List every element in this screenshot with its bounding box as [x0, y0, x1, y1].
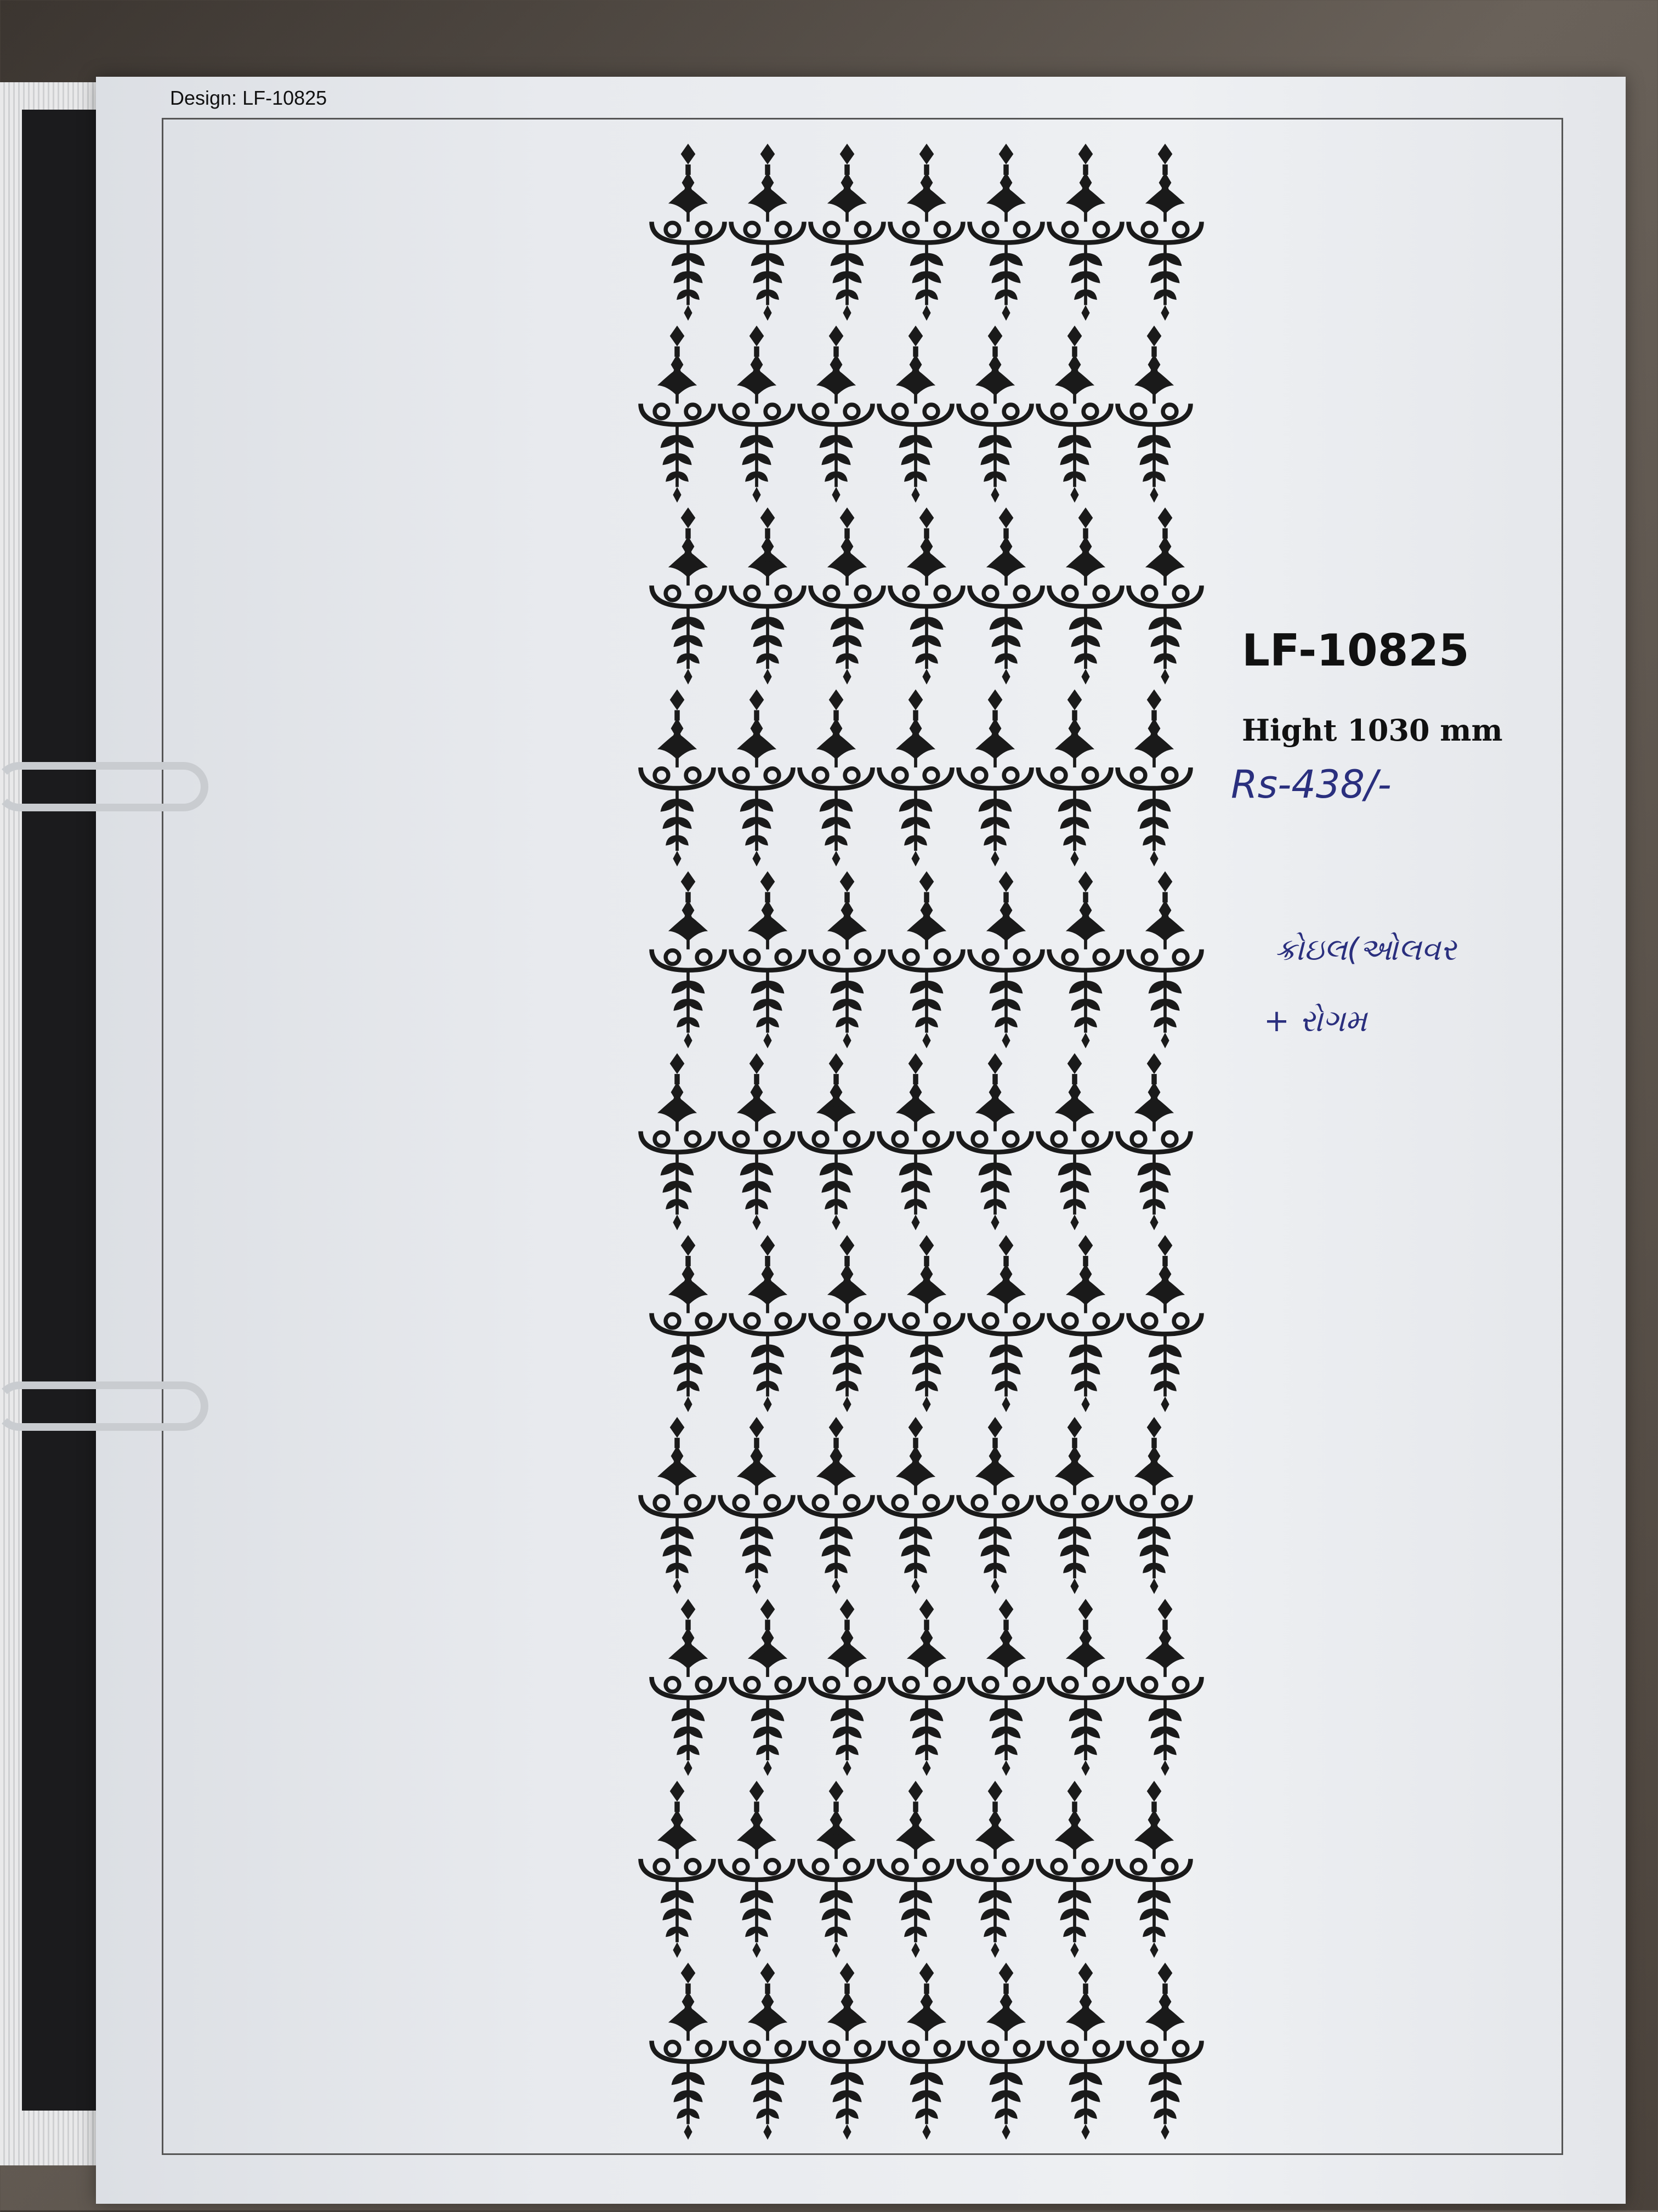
pattern-motif — [641, 689, 714, 866]
pattern-motif — [959, 689, 1032, 866]
pattern-motif — [641, 1417, 714, 1594]
pattern-motif — [641, 1781, 714, 1958]
pattern-motif — [1118, 1053, 1191, 1230]
pattern-motif — [811, 871, 884, 1048]
pattern-motif — [970, 1963, 1043, 2140]
pattern-motif — [720, 1781, 793, 1958]
pattern-motif — [890, 1963, 963, 2140]
pattern-motif — [731, 871, 804, 1048]
pattern-motif — [731, 1235, 804, 1412]
pattern-motif — [731, 1599, 804, 1776]
pattern-motif — [1038, 1781, 1111, 1958]
pattern-motif — [731, 508, 804, 685]
pattern-motif — [811, 1599, 884, 1776]
pattern-motif — [800, 326, 873, 503]
pattern-motif — [890, 1235, 963, 1412]
pattern-motif — [879, 1053, 952, 1230]
pattern-motif — [890, 508, 963, 685]
design-code-title: LF-10825 — [1242, 625, 1469, 676]
pattern-motif — [1118, 326, 1191, 503]
pattern-motif — [720, 1417, 793, 1594]
pattern-motif — [1129, 508, 1202, 685]
handwritten-note-line1: ક્રોઇલ(ઓલવર — [1275, 932, 1457, 968]
pattern-motif — [800, 1417, 873, 1594]
catalog-page — [96, 77, 1626, 2204]
pattern-motif — [890, 144, 963, 321]
pattern-motif — [1129, 1235, 1202, 1412]
pattern-motif — [1129, 1599, 1202, 1776]
pattern-motif — [959, 1053, 1032, 1230]
pattern-motif — [811, 144, 884, 321]
pattern-motif — [811, 508, 884, 685]
pattern-motif — [1118, 1781, 1191, 1958]
pattern-motif — [1038, 1417, 1111, 1594]
pattern-motif — [1129, 1963, 1202, 2140]
pattern-motif — [879, 326, 952, 503]
pattern-motif — [652, 508, 725, 685]
handwritten-note-line2: + રોગમ — [1264, 1003, 1367, 1039]
pattern-motif — [1129, 144, 1202, 321]
pattern-motif — [800, 1053, 873, 1230]
height-spec: Hight 1030 mm — [1242, 713, 1503, 748]
pattern-motif — [1038, 326, 1111, 503]
handwritten-price: Rs-438/- — [1231, 762, 1392, 807]
pattern-motif — [890, 871, 963, 1048]
pattern-motif — [720, 1053, 793, 1230]
pattern-motif — [811, 1963, 884, 2140]
pattern-motif — [731, 144, 804, 321]
pattern-motif — [1049, 508, 1122, 685]
pattern-motif — [1118, 689, 1191, 866]
pattern-motif — [879, 1417, 952, 1594]
pattern-motif — [970, 1599, 1043, 1776]
pattern-motif — [1129, 871, 1202, 1048]
pattern-motif — [970, 1235, 1043, 1412]
pattern-motif — [970, 871, 1043, 1048]
pattern-motif — [720, 689, 793, 866]
pattern-motif — [652, 1235, 725, 1412]
pattern-motif — [1049, 1599, 1122, 1776]
pattern-motif — [959, 326, 1032, 503]
pattern-motif — [641, 1053, 714, 1230]
pattern-motif — [652, 144, 725, 321]
pattern-motif — [890, 1599, 963, 1776]
pattern-motif — [1118, 1417, 1191, 1594]
pattern-motif — [800, 1781, 873, 1958]
pattern-motif — [652, 1963, 725, 2140]
pattern-motif — [731, 1963, 804, 2140]
pattern-motif — [800, 689, 873, 866]
pattern-motif — [811, 1235, 884, 1412]
binder-ring-bottom — [0, 1381, 208, 1431]
pattern-motif — [1038, 1053, 1111, 1230]
pattern-motif — [959, 1417, 1032, 1594]
pattern-motif — [970, 508, 1043, 685]
pattern-motif — [1049, 871, 1122, 1048]
pattern-motif — [970, 144, 1043, 321]
pattern-motif — [1049, 1235, 1122, 1412]
embroidery-pattern — [606, 129, 1264, 2212]
pattern-motif — [641, 326, 714, 503]
pattern-motif — [879, 689, 952, 866]
binder-ring-top — [0, 762, 208, 811]
pattern-motif — [879, 1781, 952, 1958]
pattern-motif — [1038, 689, 1111, 866]
pattern-motif — [959, 1781, 1032, 1958]
pattern-motif — [1049, 144, 1122, 321]
pattern-motif — [652, 871, 725, 1048]
pattern-motif — [652, 1599, 725, 1776]
pattern-motif — [720, 326, 793, 503]
pattern-motif — [1049, 1963, 1122, 2140]
design-label: Design: LF-10825 — [170, 87, 327, 109]
